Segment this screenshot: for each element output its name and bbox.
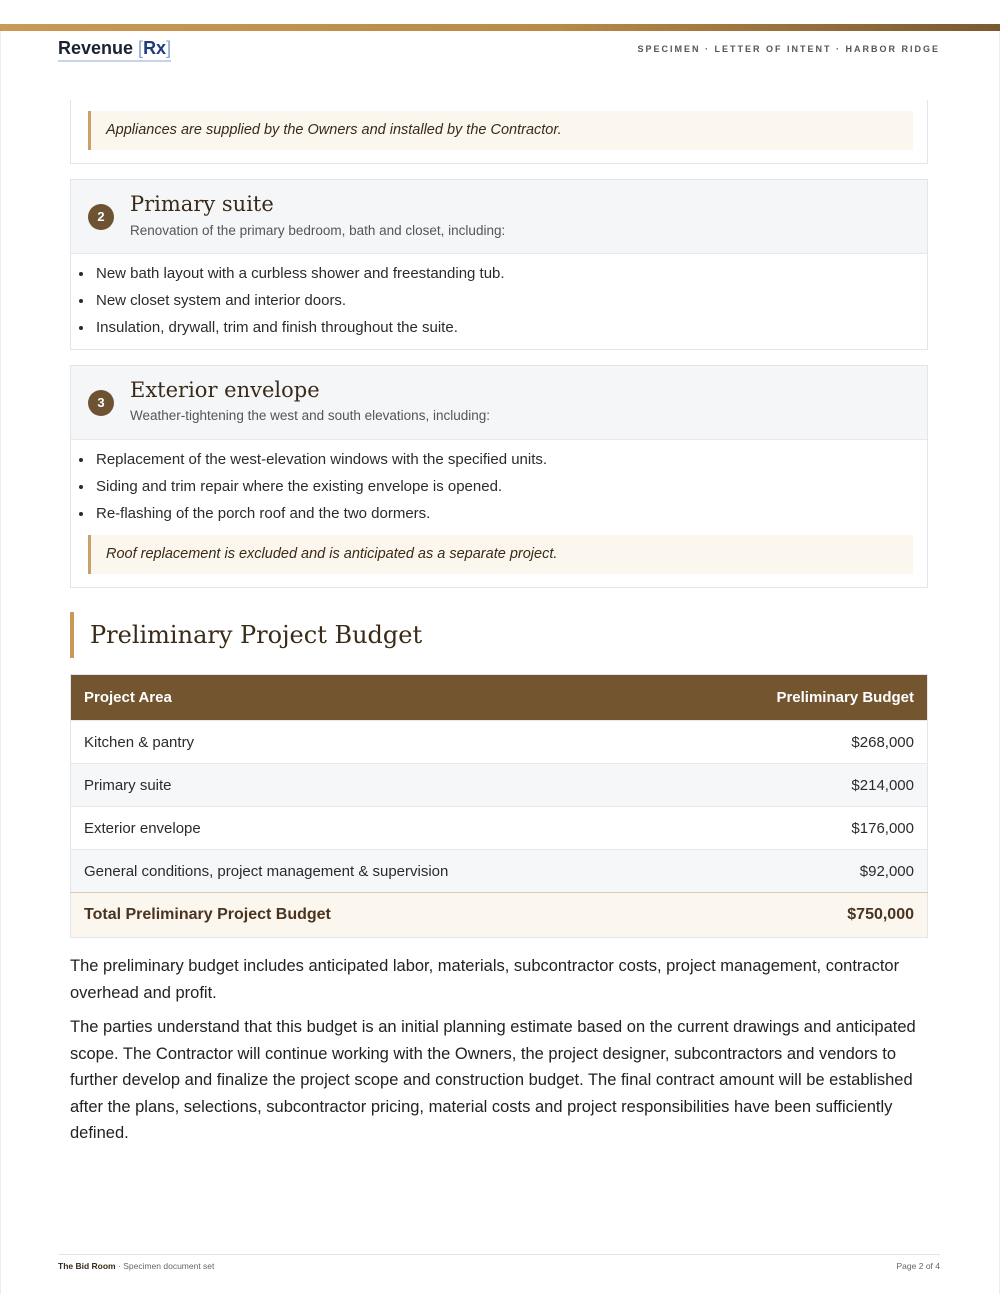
table-row [71, 764, 928, 807]
scope-list [79, 446, 547, 527]
step-number-badge: 3 [88, 390, 114, 416]
row-amount: $176,000 [674, 807, 927, 850]
budget-table [70, 674, 928, 938]
row-area: Primary suite [71, 764, 675, 807]
step-number-badge: 2 [88, 204, 114, 230]
document-label: SPECIMEN · LETTER OF INTENT · HARBOR RIDGE [637, 44, 940, 54]
footer-left [58, 1261, 214, 1271]
footer-separator: · [117, 1261, 121, 1271]
row-area: General conditions, project management & supervision [71, 850, 675, 893]
page-edge-left [0, 31, 1, 1294]
paragraph: The preliminary budget includes anticipated labor, materials, subcontractor costs, project management, contractor overhead and profit. [70, 957, 900, 1002]
top-accent-bar [0, 24, 1000, 31]
scope-list [79, 260, 505, 341]
page-header [58, 38, 940, 62]
row-amount: $92,000 [674, 850, 927, 893]
list-item: Siding and trim repair where the existing envelope is opened. [79, 473, 547, 500]
section-title: Preliminary Project Budget [70, 612, 422, 658]
table-row [71, 807, 928, 850]
row-area: Exterior envelope [71, 807, 675, 850]
list-item: New closet system and interior doors. [79, 287, 505, 314]
row-amount: $214,000 [674, 764, 927, 807]
table-header-row [71, 675, 928, 721]
card-subtitle: Weather-tightening the west and south elevations, including: [130, 408, 490, 423]
scope-card-kitchen-continued [70, 100, 928, 164]
scope-card-primary-suite [70, 179, 928, 350]
column-header-area: Project Area [71, 675, 675, 721]
list-item: Insulation, drywall, trim and finish throughout the suite. [79, 314, 505, 341]
brand-logo: Revenue [Rx] [58, 38, 171, 62]
card-header [71, 366, 927, 440]
list-item: Re-flashing of the porch roof and the two dormers. [79, 500, 547, 527]
scope-note: Appliances are supplied by the Owners and installed by the Contractor. [88, 111, 913, 150]
total-amount: $750,000 [674, 893, 927, 938]
table-total-row [71, 893, 928, 938]
scope-note: Roof replacement is excluded and is anticipated as a separate project. [88, 535, 913, 574]
table-row [71, 721, 928, 764]
paragraph: The parties understand that this budget is an initial planning estimate based on the current drawings and anticipated scope. The Contractor will continue working with the Owners, the project designer, subcontractors and vendors to further develop and finalize the project scope and construction budget. The final contract amount will be established after the plans, selections, subcontractor pricing, material costs and project responsibilities have been sufficiently defined. [70, 1018, 916, 1142]
list-item: New bath layout with a curbless shower and freestanding tub. [79, 260, 505, 287]
total-label: Total Preliminary Project Budget [71, 893, 675, 938]
row-area: Kitchen & pantry [71, 721, 675, 764]
page-footer [58, 1254, 940, 1271]
row-amount: $268,000 [674, 721, 927, 764]
footer-brand: The Bid Room [58, 1261, 116, 1271]
list-item: Replacement of the west-elevation windows with the specified units. [79, 446, 547, 473]
page-number: Page 2 of 4 [896, 1261, 940, 1271]
footer-doc-set: Specimen document set [123, 1261, 215, 1271]
column-header-budget: Preliminary Budget [674, 675, 927, 721]
card-header [71, 180, 927, 254]
card-subtitle: Renovation of the primary bedroom, bath and closet, including: [130, 223, 506, 238]
table-row [71, 850, 928, 893]
card-title: Primary suite [130, 192, 274, 216]
card-title: Exterior envelope [130, 378, 320, 402]
scope-card-exterior-envelope [70, 365, 928, 588]
